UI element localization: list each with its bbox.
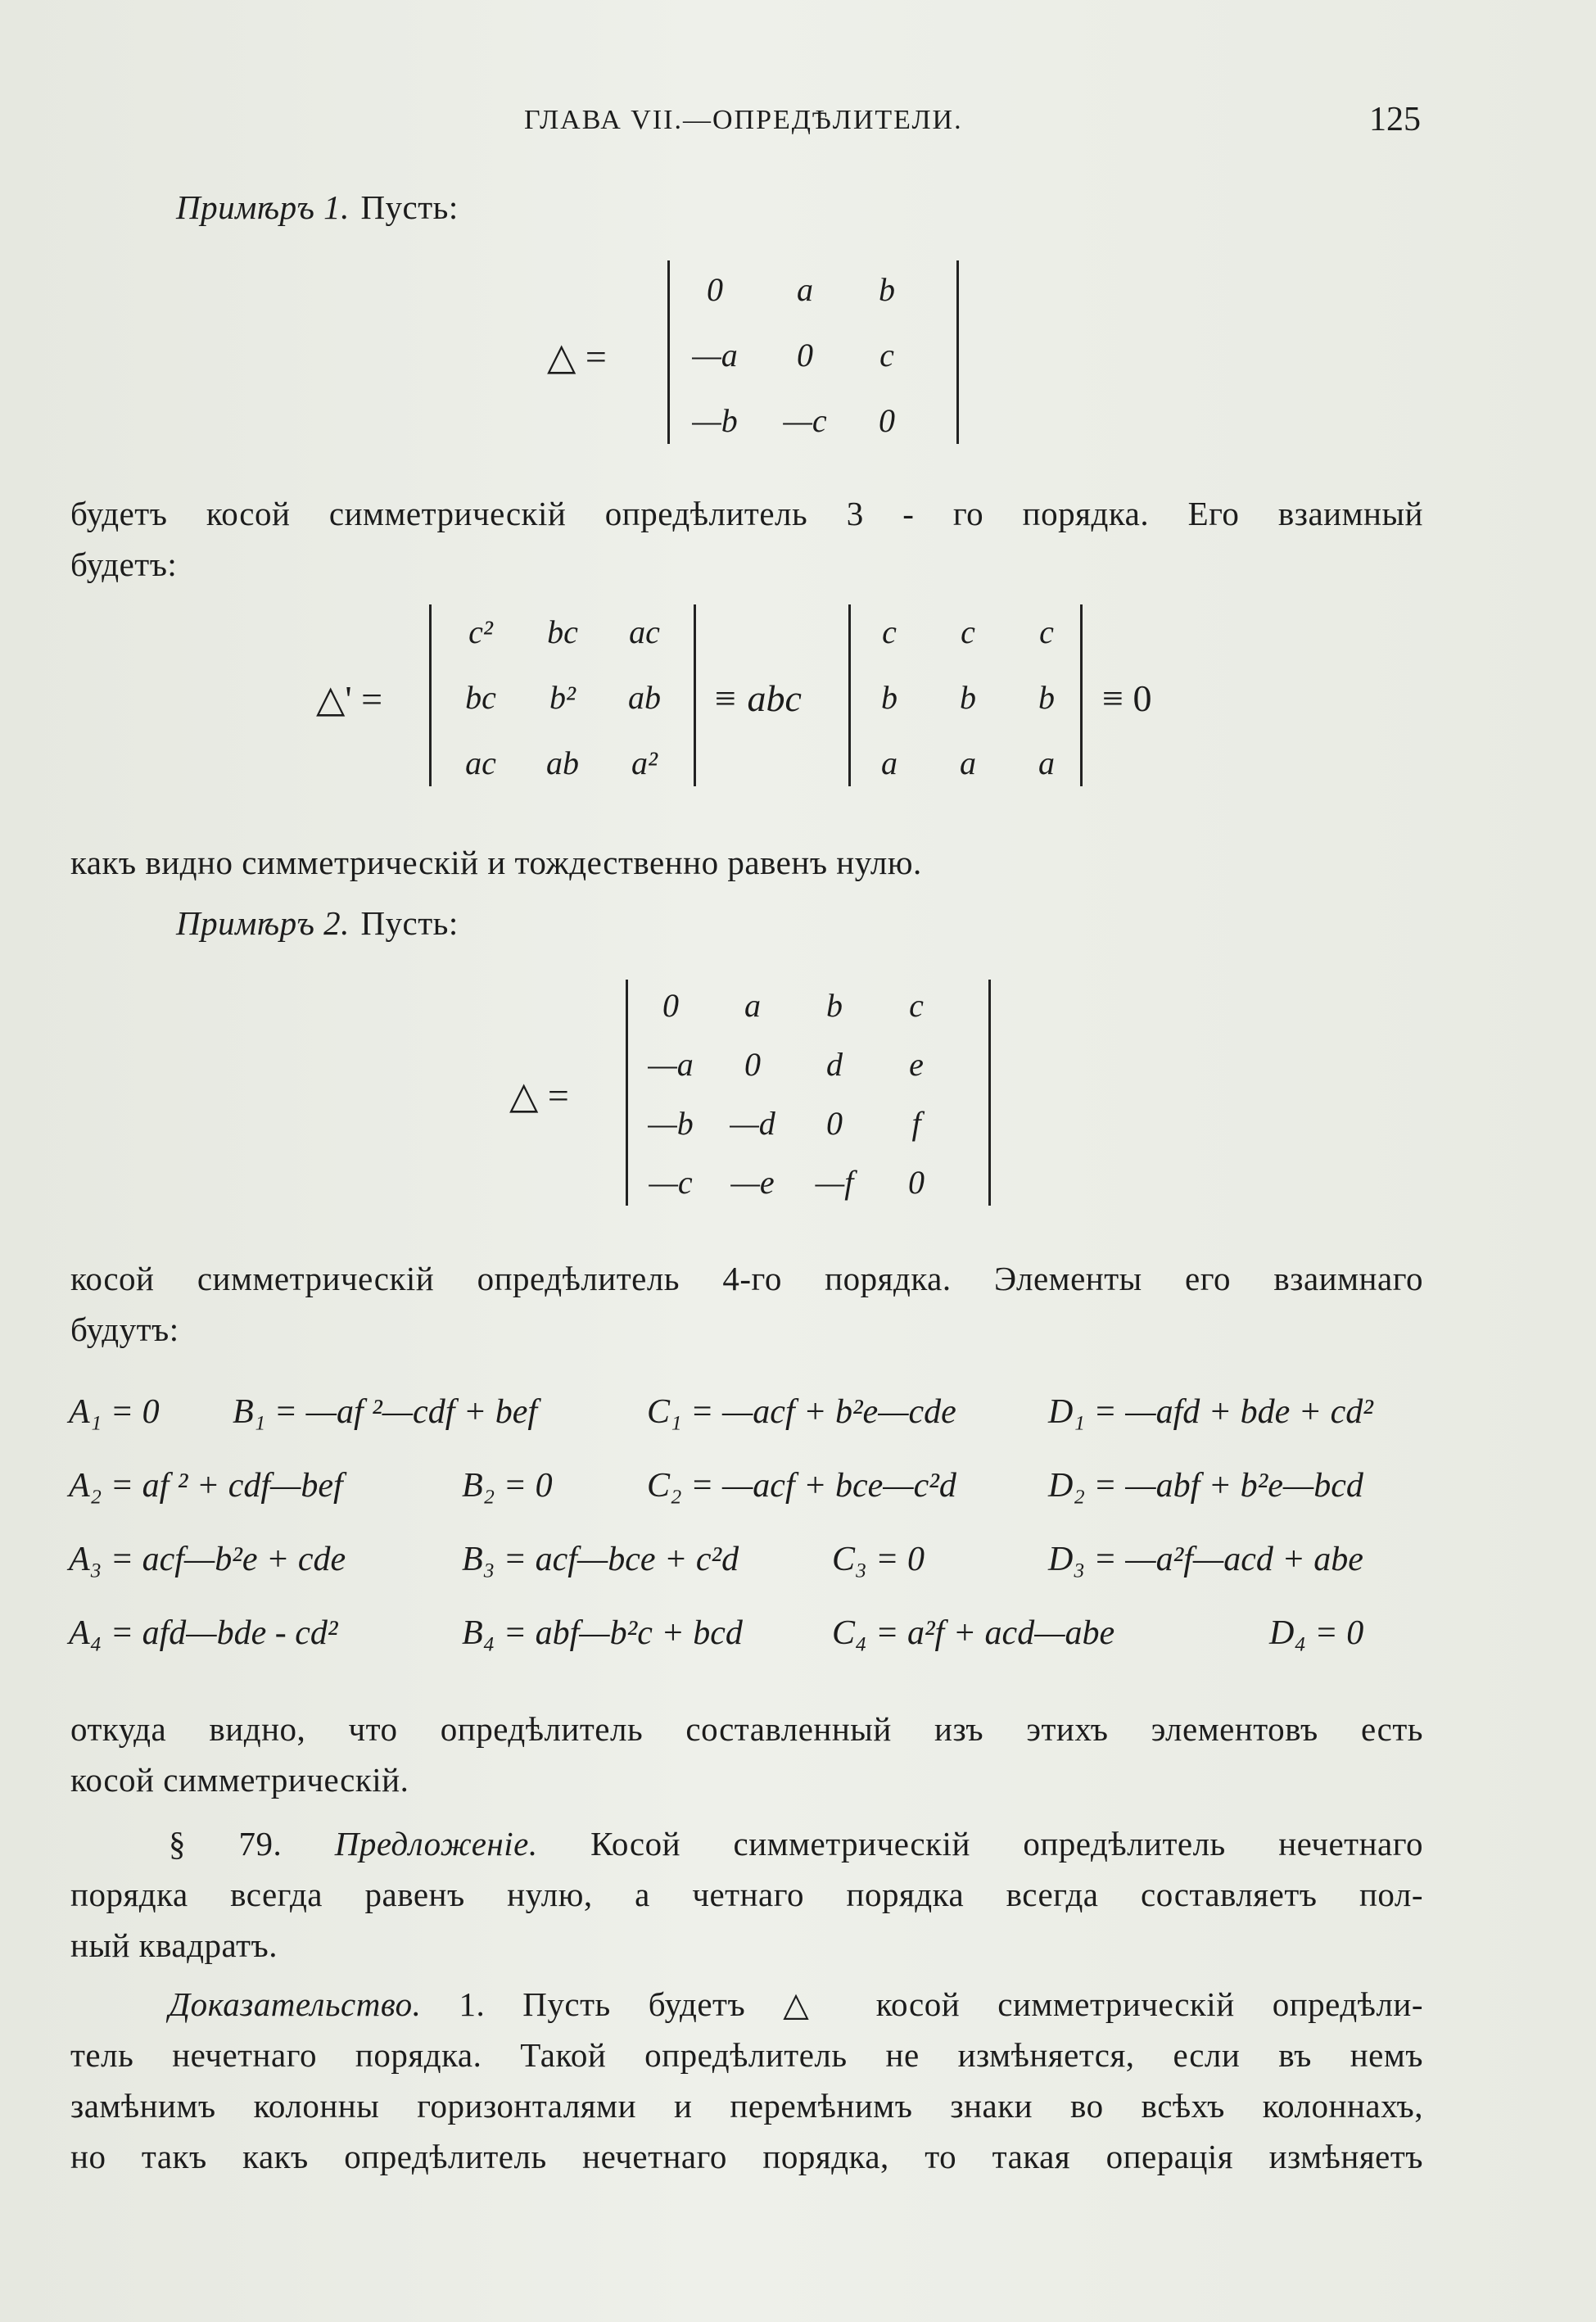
element-formula: A₃ = acf—b²e + cde <box>69 1541 346 1578</box>
element-formula: D₄ = 0 <box>1269 1614 1364 1652</box>
matrix-cell: c <box>909 987 924 1024</box>
matrix-cell: c <box>1039 613 1054 650</box>
element-formula: C₄ = a²f + acd—abe <box>832 1614 1115 1652</box>
section-79-first-line <box>70 1818 1423 1869</box>
matrix-cell: a <box>797 271 813 308</box>
matrix-cell: —e <box>730 1164 775 1201</box>
matrix-cell: 0 <box>797 337 813 373</box>
example1-conclusion: какъ видно симметрическій и тождественно равенъ нулю. <box>70 844 922 881</box>
matrix-cell: a <box>744 987 761 1024</box>
proof-first-line <box>70 1979 1423 2030</box>
element-formula: C₂ = —acf + bce—c²d <box>647 1467 956 1505</box>
section-number: § 79. <box>169 1825 283 1863</box>
matrix-cell: 0 <box>826 1105 843 1142</box>
matrix-cell: ab <box>628 679 661 716</box>
section-79 <box>70 1818 1423 1971</box>
section-title: Предложеніе. <box>334 1825 538 1863</box>
matrix-cell: —b <box>692 402 738 439</box>
section-text: Косой симметрическій опредѣлитель нечетнаго <box>590 1825 1424 1863</box>
element-formula: D₁ = —afd + bde + cd² <box>1048 1393 1373 1431</box>
element-formula: D₃ = —a²f—acd + abe <box>1048 1541 1363 1578</box>
example2-determinant <box>626 980 991 1206</box>
matrix-cell: bc <box>547 613 578 650</box>
matrix-cell: a <box>960 745 976 781</box>
matrix-cell: 0 <box>662 987 679 1024</box>
text-line: косой симметрическій опредѣлитель 4-го порядка. Элементы его взаимнаго <box>70 1260 1423 1297</box>
proof <box>70 1979 1423 2182</box>
matrix-cell: —b <box>648 1105 694 1142</box>
matrix-cell: c <box>882 613 897 650</box>
running-header: ГЛАВА VII.—ОПРЕДѢЛИТЕЛИ. <box>524 105 963 135</box>
example2-paragraph <box>70 1253 1423 1355</box>
matrix-cell: b <box>826 987 843 1024</box>
matrix-cell: bc <box>465 679 496 716</box>
matrix-cell: —a <box>692 337 738 373</box>
matrix-cell: —f <box>815 1164 854 1201</box>
matrix-cell: —c <box>783 402 827 439</box>
text-line: откуда видно, что опредѣлитель составленный изъ этихъ элементовъ есть <box>70 1710 1423 1748</box>
element-formula: B₃ = acf—bce + c²d <box>462 1541 739 1578</box>
matrix-cell: ac <box>629 613 660 650</box>
example1-determinant <box>667 260 959 444</box>
matrix-cell: c <box>961 613 975 650</box>
element-formula: C₁ = —acf + b²e—cde <box>647 1393 956 1431</box>
matrix-cell: c <box>879 337 894 373</box>
matrix-cell: ac <box>465 745 496 781</box>
text-line: тель нечетнаго порядка. Такой опредѣлитель не измѣняется, если въ немъ <box>70 2036 1423 2074</box>
adjugate-determinant <box>429 604 696 786</box>
example1-label: Примѣръ 1. <box>176 188 350 226</box>
matrix-cell: f <box>911 1105 921 1142</box>
matrix-cell: b <box>1038 679 1055 716</box>
adjugate-rhs: ≡ 0 <box>1102 677 1152 719</box>
element-formula: C₃ = 0 <box>832 1541 925 1578</box>
text-line: но такъ какъ опредѣлитель нечетнаго порядка, то такая операція измѣняетъ <box>70 2138 1423 2175</box>
matrix-cell: 0 <box>879 402 895 439</box>
matrix-cell: ab <box>546 745 579 781</box>
matrix-cell: 0 <box>707 271 723 308</box>
example2-intro <box>176 898 459 948</box>
example2-lhs: △ = <box>509 1075 569 1116</box>
text-line: будетъ: <box>70 545 178 583</box>
page-number: 125 <box>1369 101 1421 138</box>
matrix-cell: c² <box>468 613 493 650</box>
element-formula: D₂ = —abf + b²e—bcd <box>1048 1467 1363 1505</box>
adjugate-lhs: △' = <box>316 678 383 720</box>
matrix-cell: 0 <box>744 1046 761 1083</box>
matrix-cell: 0 <box>908 1164 925 1201</box>
matrix-cell: e <box>909 1046 924 1083</box>
matrix-cell: —a <box>648 1046 694 1083</box>
text-line: ный квадратъ. <box>70 1926 278 1964</box>
matrix-cell: b² <box>549 679 576 716</box>
example2-conclusion <box>70 1704 1423 1805</box>
text-line: будутъ: <box>70 1310 179 1348</box>
element-formula: A₂ = af ² + cdf—bef <box>69 1467 343 1505</box>
text-line: косой симметрическій. <box>70 1761 409 1799</box>
element-formula: B₂ = 0 <box>462 1467 553 1505</box>
proof-text: 1. Пусть будетъ △ косой симметрическій опредѣли- <box>459 1985 1423 2023</box>
matrix-cell: a² <box>631 745 658 781</box>
matrix-cell: b <box>881 679 897 716</box>
example2-label: Примѣръ 2. <box>176 904 350 942</box>
example1-paragraph <box>70 488 1423 590</box>
example1-intro-text: Пусть: <box>360 188 459 226</box>
text-line: будетъ косой симметрическій опредѣлитель 3 - го порядка. Его взаимный <box>70 495 1423 532</box>
matrix-cell: a <box>881 745 897 781</box>
matrix-cell: d <box>826 1046 843 1083</box>
text-line: замѣнимъ колонны горизонталями и перемѣнимъ знаки во всѣхъ колоннахъ, <box>70 2087 1423 2125</box>
proof-label: Доказательство. <box>169 1985 422 2023</box>
matrix-cell: b <box>879 271 895 308</box>
adjugate-factored-determinant <box>848 604 1083 786</box>
matrix-cell: —c <box>649 1164 693 1201</box>
element-formula: B₄ = abf—b²c + bcd <box>462 1614 743 1652</box>
example2-intro-text: Пусть: <box>360 904 459 942</box>
matrix-cell: b <box>960 679 976 716</box>
element-formula: A₄ = afd—bde - cd² <box>69 1614 338 1652</box>
element-formula: B₁ = —af ²—cdf + bef <box>233 1393 538 1431</box>
adjugate-factor: ≡ abc <box>712 677 802 719</box>
text-line: порядка всегда равенъ нулю, а четнаго порядка всегда составляетъ пол- <box>70 1876 1423 1913</box>
matrix-cell: a <box>1038 745 1055 781</box>
example1-lhs: △ = <box>547 336 607 378</box>
matrix-cell: —d <box>730 1105 775 1142</box>
element-formula: A₁ = 0 <box>69 1393 160 1431</box>
example1-intro <box>176 182 459 233</box>
